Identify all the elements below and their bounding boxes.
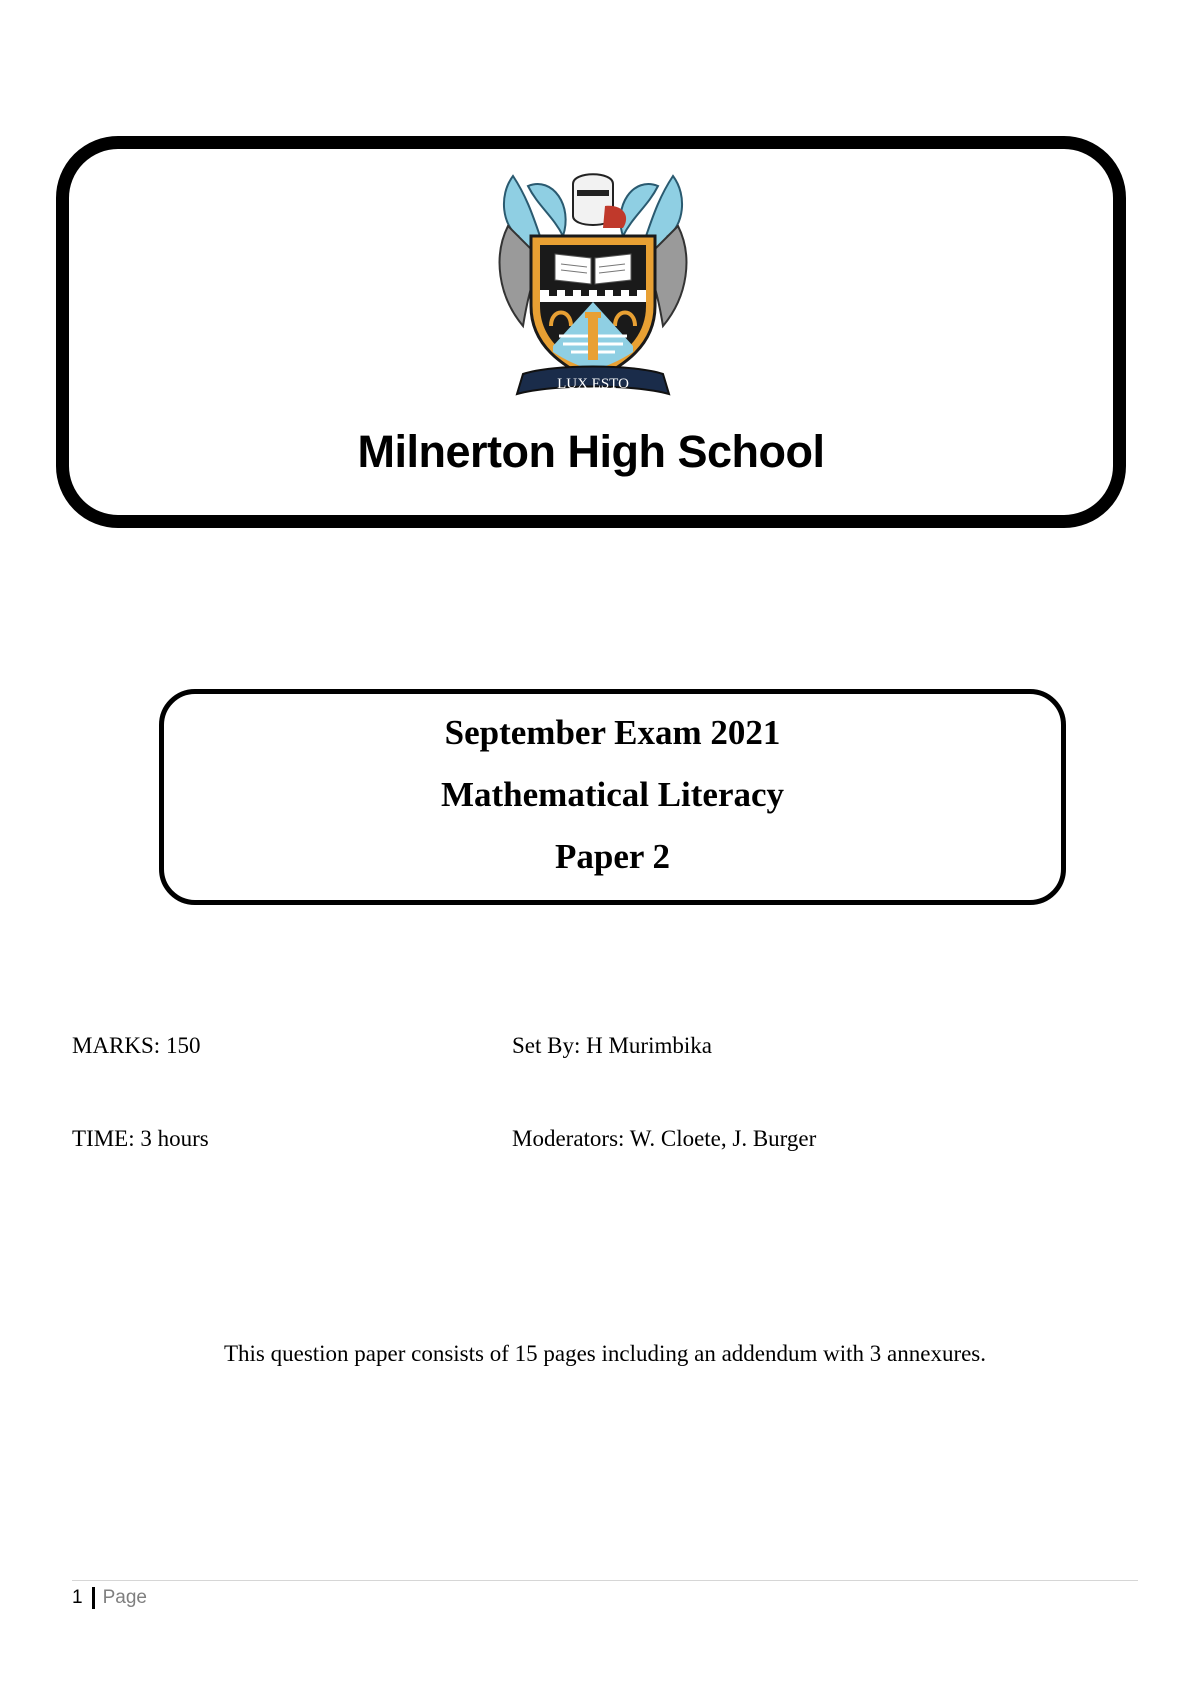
marks-text: MARKS: 150 <box>72 1033 201 1058</box>
exam-subject: Mathematical Literacy <box>440 775 785 814</box>
exam-title: September Exam 2021 <box>444 713 781 752</box>
set-by-text: Set By: H Murimbika <box>512 1033 712 1058</box>
footer-separator <box>92 1587 95 1609</box>
page-footer <box>72 1587 147 1609</box>
footer-divider <box>72 1580 1138 1581</box>
page-number: 1 <box>72 1587 83 1608</box>
school-crest-logo <box>493 166 693 402</box>
school-name: Milnerton High School <box>357 426 825 477</box>
moderators-text: Moderators: W. Cloete, J. Burger <box>512 1126 817 1151</box>
page-label: Page <box>102 1587 147 1608</box>
paper-note: This question paper consists of 15 pages including an addendum with 3 annexures. <box>223 1341 987 1366</box>
time-text: TIME: 3 hours <box>72 1126 209 1151</box>
svg-text:LUX ESTO: LUX ESTO <box>557 376 629 392</box>
exam-paper: Paper 2 <box>554 837 671 876</box>
